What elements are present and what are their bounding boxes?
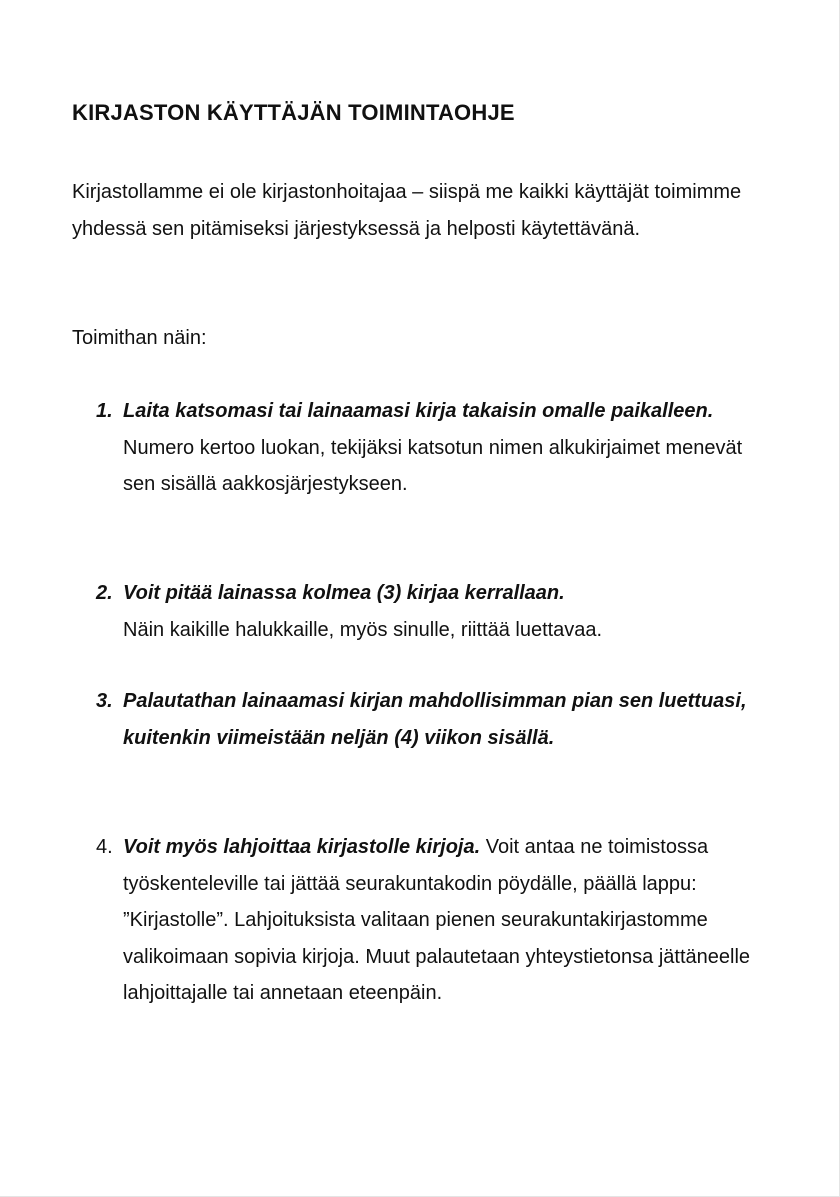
rule-number: 4. — [96, 836, 113, 858]
rule-headline: Voit pitää lainassa kolmea (3) kirjaa kerrallaan. — [123, 582, 565, 604]
rule-item — [96, 829, 776, 1012]
rule-item — [96, 575, 776, 648]
rule-detail: Numero kertoo luokan, tekijäksi katsotun nimen alkukirjaimet menevät sen sisällä aakkosjärjestykseen. — [123, 436, 743, 495]
rule-number: 3. — [96, 690, 113, 712]
instructions-lead: Toimithan näin: — [72, 327, 207, 349]
rule-number: 1. — [96, 400, 113, 422]
rule-number: 2. — [96, 582, 113, 604]
rule-detail: Näin kaikille halukkaille, myös sinulle, riittää luettavaa. — [123, 618, 603, 641]
rule-item — [96, 683, 776, 756]
rule-detail: Voit antaa ne toimistossa työskenteleville tai jättää seurakuntakodin pöydälle, päällä lappu: ”Kirjastolle”. Lahjoituksista valitaan pienen seurakuntakirjastomme valikoimaan sopivia kirjoja. Muut palautetaan yhteystietonsa jättäneelle lahjoittajalle tai annetaan eteenpäin. — [123, 836, 751, 1004]
rule-headline: Laita katsomasi tai lainaamasi kirja takaisin omalle paikalleen. — [123, 400, 714, 422]
rule-headline: Palautathan lainaamasi kirjan mahdollisimman pian sen luettuasi, kuitenkin viimeistään neljän (4) viikon sisällä. — [123, 690, 747, 749]
page-title: KIRJASTON KÄYTTÄJÄN TOIMINTAOHJE — [72, 100, 515, 125]
intro-paragraph: Kirjastollamme ei ole kirjastonhoitajaa – siispä me kaikki käyttäjät toimimme yhdessä sen pitämiseksi järjestyksessä ja helposti käytettävänä. — [72, 181, 742, 240]
rule-item — [96, 393, 776, 503]
rule-headline: Voit myös lahjoittaa kirjastolle kirjoja. — [123, 836, 481, 858]
